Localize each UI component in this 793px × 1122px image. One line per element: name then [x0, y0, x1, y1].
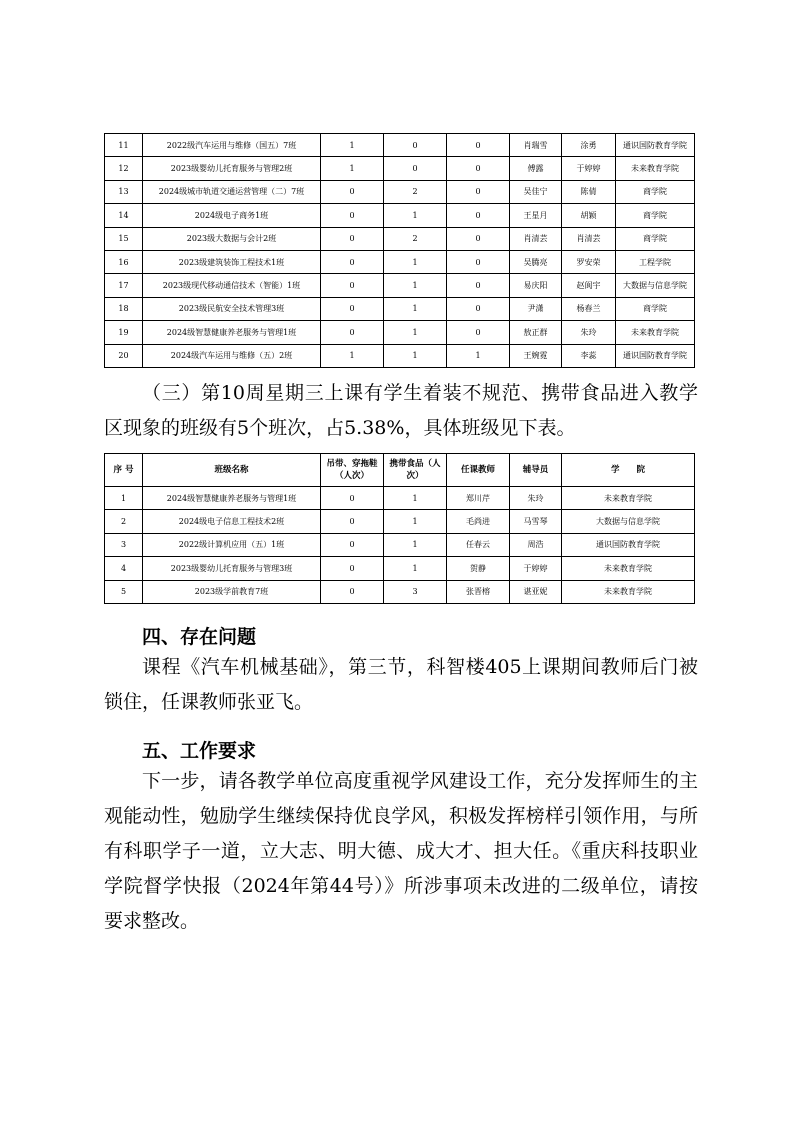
- table-cell: 王婉霓: [510, 344, 562, 367]
- section4-heading: 四、存在问题: [142, 626, 257, 648]
- table-cell: 0: [447, 227, 510, 250]
- table-cell: 0: [321, 487, 384, 510]
- table-cell: 商学院: [616, 227, 695, 250]
- table-cell: 李蕊: [562, 344, 616, 367]
- table-cell: 贺静: [447, 557, 510, 580]
- table-cell: 1: [384, 533, 447, 556]
- table-cell: 肖瑞雪: [510, 134, 562, 157]
- table-row: [105, 227, 695, 250]
- table-cell: 尹潇: [510, 297, 562, 320]
- table-cell: 陈倩: [562, 180, 616, 203]
- table-cell: 2023级现代移动通信技术（智能）1班: [143, 274, 321, 297]
- table-cell: 2023级建筑装饰工程技术1班: [143, 250, 321, 273]
- table-cell: 涂勇: [562, 134, 616, 157]
- table-cell: 工程学院: [616, 250, 695, 273]
- table-cell: 13: [105, 180, 143, 203]
- table-cell: 朱玲: [510, 487, 562, 510]
- table-cell: 2: [384, 180, 447, 203]
- table-cell: 0: [321, 180, 384, 203]
- table-cell: 傅露: [510, 157, 562, 180]
- table-cell: 通识国防教育学院: [616, 134, 695, 157]
- table-cell: 吴腾亮: [510, 250, 562, 273]
- table-cell: 0: [321, 204, 384, 227]
- table-row: [105, 157, 695, 180]
- table-cell: 1: [321, 134, 384, 157]
- table-cell: 2024级汽车运用与维修（五）2班: [143, 344, 321, 367]
- table-cell: 0: [321, 580, 384, 603]
- table-cell: 1: [384, 274, 447, 297]
- table-cell: 2023级婴幼儿托育服务与管理3班: [143, 557, 321, 580]
- header-class-name: 班级名称: [143, 454, 321, 487]
- table-row: [105, 344, 695, 367]
- table-cell: 1: [384, 204, 447, 227]
- table-cell: 2024级电子信息工程技术2班: [143, 510, 321, 533]
- header-counselor: 辅导员: [510, 454, 562, 487]
- table-cell: 赵阆宇: [562, 274, 616, 297]
- table-cell: 通识国防教育学院: [616, 344, 695, 367]
- table-cell: 0: [447, 180, 510, 203]
- table-cell: 未来教育学院: [616, 321, 695, 344]
- header-slippers-count: 吊带、穿拖鞋（人次）: [321, 454, 384, 487]
- table-row: [105, 533, 695, 556]
- table-cell: 未来教育学院: [562, 580, 695, 603]
- table-cell: 于婷婷: [510, 557, 562, 580]
- header-college: 学 院: [562, 454, 695, 487]
- table-cell: 12: [105, 157, 143, 180]
- table-cell: 任春云: [447, 533, 510, 556]
- table-cell: 1: [384, 557, 447, 580]
- table-cell: 0: [447, 297, 510, 320]
- section5-paragraph: 下一步，请各教学单位高度重视学风建设工作，充分发挥师生的主观能动性，勉励学生继续保持优良学风，积极发挥榜样引领作用，与所有科职学子一道，立大志、明大德、成大才、担大任。《重庆科技职业学院督学快报（2024年第44号）》所涉事项未改进的二级单位，请按要求整改。: [104, 770, 698, 932]
- table-cell: 1: [321, 344, 384, 367]
- table-cell: 1: [384, 321, 447, 344]
- table-cell: 2024级电子商务1班: [143, 204, 321, 227]
- header-index: 序 号: [105, 454, 143, 487]
- table-cell: 2022级汽车运用与维修（国五）7班: [143, 134, 321, 157]
- table-cell: 0: [321, 297, 384, 320]
- table-cell: 4: [105, 557, 143, 580]
- table-cell: 16: [105, 250, 143, 273]
- table-cell: 杨春兰: [562, 297, 616, 320]
- table-cell: 5: [105, 580, 143, 603]
- dress-food-table: [104, 453, 695, 604]
- table-cell: 张晋榕: [447, 580, 510, 603]
- table-row: [105, 510, 695, 533]
- table-cell: 商学院: [616, 204, 695, 227]
- table-cell: 1: [384, 487, 447, 510]
- table-cell: 1: [105, 487, 143, 510]
- table-cell: 0: [321, 533, 384, 556]
- table-cell: 0: [447, 274, 510, 297]
- table-cell: 1: [321, 157, 384, 180]
- inspection-table-continued: [104, 133, 695, 368]
- table-cell: 未来教育学院: [562, 557, 695, 580]
- table-cell: 15: [105, 227, 143, 250]
- table-row: [105, 250, 695, 273]
- table-row: [105, 321, 695, 344]
- table-cell: 1: [384, 344, 447, 367]
- table-cell: 0: [321, 557, 384, 580]
- table-cell: 2024级智慧健康养老服务与管理1班: [143, 487, 321, 510]
- table-row: [105, 134, 695, 157]
- table-cell: 0: [321, 510, 384, 533]
- table-cell: 马雪琴: [510, 510, 562, 533]
- table-cell: 吴佳宁: [510, 180, 562, 203]
- table-cell: 17: [105, 274, 143, 297]
- table-cell: 未来教育学院: [616, 157, 695, 180]
- table-row: [105, 580, 695, 603]
- table-cell: 2023级婴幼儿托育服务与管理2班: [143, 157, 321, 180]
- table-cell: 谌亚妮: [510, 580, 562, 603]
- table-cell: 1: [384, 297, 447, 320]
- table-cell: 通识国防教育学院: [562, 533, 695, 556]
- table-cell: 20: [105, 344, 143, 367]
- table-cell: 2023级大数据与会计2班: [143, 227, 321, 250]
- table-cell: 毛尚进: [447, 510, 510, 533]
- table-cell: 11: [105, 134, 143, 157]
- table-cell: 商学院: [616, 297, 695, 320]
- table-row: [105, 557, 695, 580]
- section4-paragraph: 课程《汽车机械基础》，第三节，科智楼405上课期间教师后门被锁住，任课教师张亚飞。: [104, 656, 698, 713]
- table-cell: 大数据与信息学院: [616, 274, 695, 297]
- table-cell: 0: [321, 321, 384, 344]
- table-cell: 18: [105, 297, 143, 320]
- table-cell: 2023级民航安全技术管理3班: [143, 297, 321, 320]
- table-cell: 0: [447, 250, 510, 273]
- table-cell: 0: [321, 250, 384, 273]
- table-cell: 郑川芹: [447, 487, 510, 510]
- table-cell: 0: [384, 157, 447, 180]
- header-teacher: 任课教师: [447, 454, 510, 487]
- table-cell: 于婷婷: [562, 157, 616, 180]
- header-food-count: 携带食品（人次）: [384, 454, 447, 487]
- table-cell: 14: [105, 204, 143, 227]
- table-cell: 0: [447, 321, 510, 344]
- table-cell: 易庆阳: [510, 274, 562, 297]
- table-cell: 0: [321, 227, 384, 250]
- table-cell: 2023级学前教育7班: [143, 580, 321, 603]
- table-cell: 0: [447, 204, 510, 227]
- table-cell: 大数据与信息学院: [562, 510, 695, 533]
- table-cell: 肖清芸: [562, 227, 616, 250]
- table-row: [105, 180, 695, 203]
- table-cell: 胡颖: [562, 204, 616, 227]
- table-cell: 罗安荣: [562, 250, 616, 273]
- table-cell: 3: [384, 580, 447, 603]
- table-cell: 王星月: [510, 204, 562, 227]
- table-cell: 2024级城市轨道交通运营管理（二）7班: [143, 180, 321, 203]
- table-cell: 1: [447, 344, 510, 367]
- table-cell: 2: [384, 227, 447, 250]
- table-cell: 1: [384, 510, 447, 533]
- table-cell: 19: [105, 321, 143, 344]
- table-cell: 0: [447, 157, 510, 180]
- table-cell: 0: [321, 274, 384, 297]
- table-cell: 3: [105, 533, 143, 556]
- table-header-row: [105, 454, 695, 487]
- table-cell: 商学院: [616, 180, 695, 203]
- table-row: [105, 297, 695, 320]
- table-cell: 0: [447, 134, 510, 157]
- table-cell: 肖清芸: [510, 227, 562, 250]
- table-cell: 2024级智慧健康养老服务与管理1班: [143, 321, 321, 344]
- table-cell: 2: [105, 510, 143, 533]
- table-cell: 1: [384, 250, 447, 273]
- section5-heading: 五、工作要求: [142, 740, 257, 762]
- table-cell: 敖正群: [510, 321, 562, 344]
- table-cell: 未来教育学院: [562, 487, 695, 510]
- table-cell: 2022级计算机应用（五）1班: [143, 533, 321, 556]
- table-cell: 朱玲: [562, 321, 616, 344]
- table-cell: 0: [384, 134, 447, 157]
- section3-paragraph: （三）第10周星期三上课有学生着装不规范、携带食品进入教学区现象的班级有5个班次，占5.38%，具体班级见下表。: [104, 382, 698, 439]
- table-row: [105, 204, 695, 227]
- table-row: [105, 274, 695, 297]
- table-row: [105, 487, 695, 510]
- table-body: [105, 134, 695, 368]
- table-cell: 周浩: [510, 533, 562, 556]
- table-body: [105, 487, 695, 604]
